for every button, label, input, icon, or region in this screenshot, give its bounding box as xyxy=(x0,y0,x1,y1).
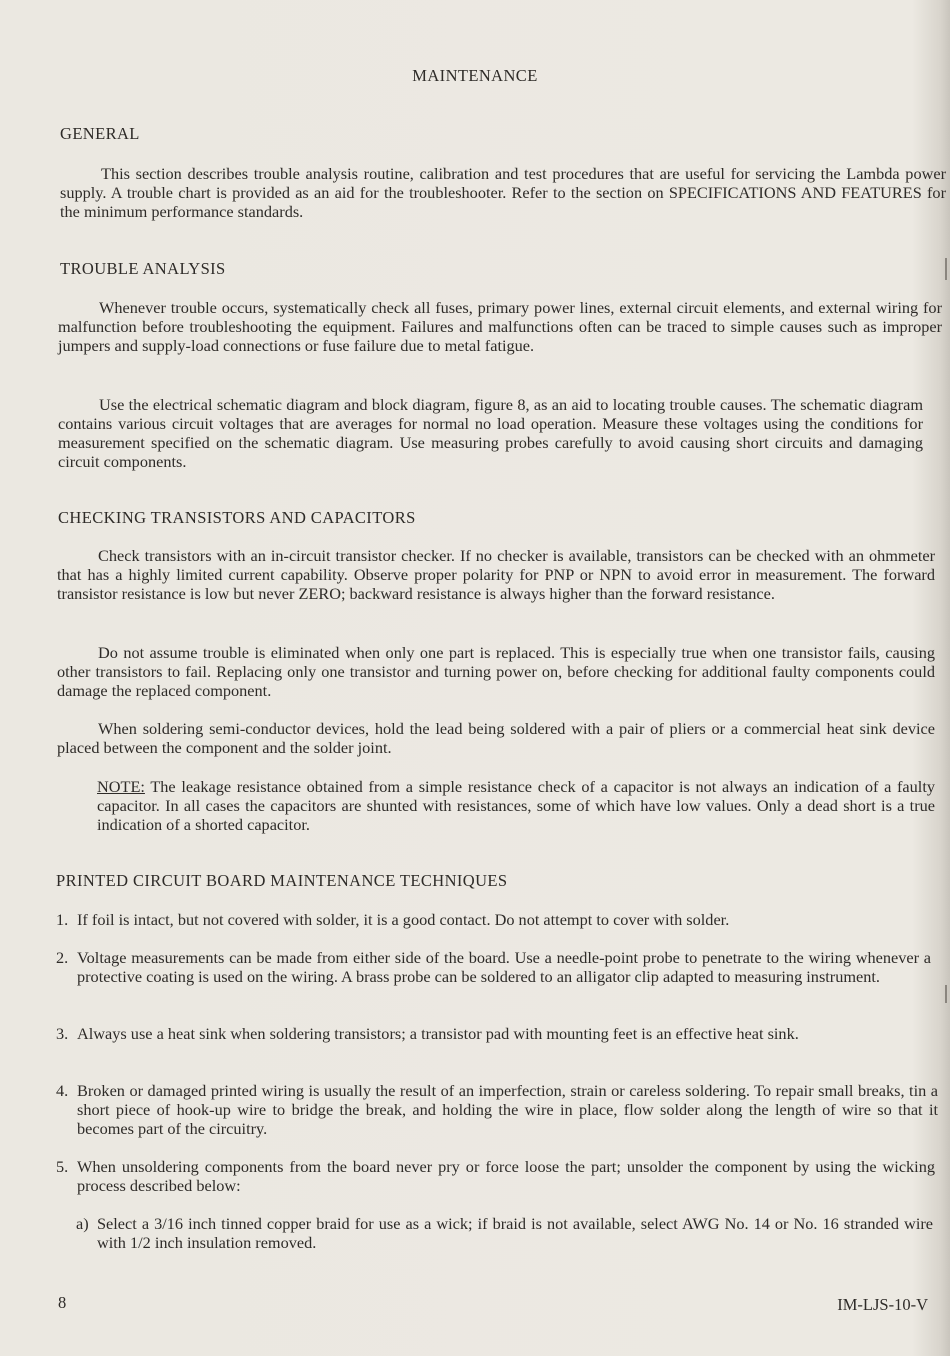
checking-paragraph-2 xyxy=(57,643,935,700)
list-item-text: If foil is intact, but not covered with solder, it is a good contact. Do not attempt to cover with solder. xyxy=(77,910,730,929)
list-item-number: 1. xyxy=(56,910,69,929)
general-paragraph xyxy=(60,164,946,221)
note-paragraph xyxy=(97,777,935,834)
trouble-analysis-heading: TROUBLE ANALYSIS xyxy=(60,259,226,278)
document-id: IM-LJS-10-V xyxy=(837,1295,928,1314)
list-item-number: 4. xyxy=(56,1081,69,1100)
pcb-heading: PRINTED CIRCUIT BOARD MAINTENANCE TECHNIQUES xyxy=(56,871,508,890)
list-item-number: 3. xyxy=(56,1024,69,1043)
scan-edge-mark xyxy=(945,258,947,280)
checking-p1-text: Check transistors with an in-circuit transistor checker. If no checker is available, transistors can be checked with an ohmmeter that has a highly limited current capability. Observe proper polarity for PNP or NPN to avoid error in measurement. The forward transistor resistance is low but never ZERO; backward resistance is always higher than the forward resistance. xyxy=(57,546,935,603)
general-heading: GENERAL xyxy=(60,124,140,143)
sub-list-item-letter: a) xyxy=(76,1214,89,1233)
trouble-analysis-paragraph-1 xyxy=(58,298,942,355)
sub-list-item xyxy=(76,1214,933,1252)
sub-list-item-text: Select a 3/16 inch tinned copper braid for use as a wick; if braid is not available, select AWG No. 14 or No. 16 stranded wire with 1/2 inch insulation removed. xyxy=(97,1214,933,1252)
checking-paragraph-3 xyxy=(57,719,935,757)
checking-p2-text: Do not assume trouble is eliminated when only one part is replaced. This is especially true when one transistor fails, causing other transistors to fail. Replacing only one transistor and turning power on, before checking for additional faulty components could damage the replaced component. xyxy=(57,643,935,700)
trouble-analysis-p1-text: Whenever trouble occurs, systematically check all fuses, primary power lines, external circuit elements, and external wiring for malfunction before troubleshooting the equipment. Failures and malfunctions often can be traced to simple causes such as improper jumpers and supply-load connections or fuse failure due to metal fatigue. xyxy=(58,298,942,355)
note-text: The leakage resistance obtained from a simple resistance check of a capacitor is not always an indication of a faulty capacitor. In all cases the capacitors are shunted with resistances, some of which have low values. Only a dead short is a true indication of a shorted capacitor. xyxy=(97,777,935,834)
page-number: 8 xyxy=(58,1293,67,1312)
list-item-number: 5. xyxy=(56,1157,69,1176)
checking-paragraph-1 xyxy=(57,546,935,603)
trouble-analysis-paragraph-2 xyxy=(58,395,923,471)
list-item-number: 2. xyxy=(56,948,69,967)
list-item-text: Broken or damaged printed wiring is usually the result of an imperfection, strain or careless soldering. To repair small breaks, tin a short piece of hook-up wire to bridge the break, and holding the wire in place, flow solder along the length of wire so that it becomes part of the circuitry. xyxy=(77,1081,938,1138)
list-item-text: Voltage measurements can be made from either side of the board. Use a needle-point probe to penetrate to the wiring whenever a protective coating is used on the wiring. A brass probe can be soldered to an alligator clip adapted to measuring instrument. xyxy=(77,948,931,986)
checking-p3-text: When soldering semi-conductor devices, hold the lead being soldered with a pair of pliers or a commercial heat sink device placed between the component and the solder joint. xyxy=(57,719,935,757)
list-item xyxy=(56,910,936,929)
scan-edge-mark xyxy=(945,985,947,1003)
list-item-text: Always use a heat sink when soldering transistors; a transistor pad with mounting feet is an effective heat sink. xyxy=(77,1024,799,1043)
list-item-text: When unsoldering components from the board never pry or force loose the part; unsolder the component by using the wicking process described below: xyxy=(77,1157,935,1195)
page-title: MAINTENANCE xyxy=(412,66,538,85)
list-item xyxy=(56,1081,938,1138)
trouble-analysis-p2-text: Use the electrical schematic diagram and block diagram, figure 8, as an aid to locating trouble causes. The schematic diagram contains various circuit voltages that are averages for normal no load operation. Measure these voltages using the conditions for measurement specified on the schematic diagram. Use measuring probes carefully to avoid causing short circuits and damaging circuit components. xyxy=(58,395,923,471)
checking-heading: CHECKING TRANSISTORS AND CAPACITORS xyxy=(58,508,416,527)
general-paragraph-text: This section describes trouble analysis routine, calibration and test procedures that are useful for servicing the Lambda power supply. A trouble chart is provided as an aid for the troubleshooter. Refer to the section on SPECIFICATIONS AND FEATURES for the minimum performance standards. xyxy=(60,164,946,221)
list-item xyxy=(56,1157,935,1195)
list-item xyxy=(56,1024,931,1043)
note-label: NOTE: xyxy=(97,777,145,796)
list-item xyxy=(56,948,931,986)
